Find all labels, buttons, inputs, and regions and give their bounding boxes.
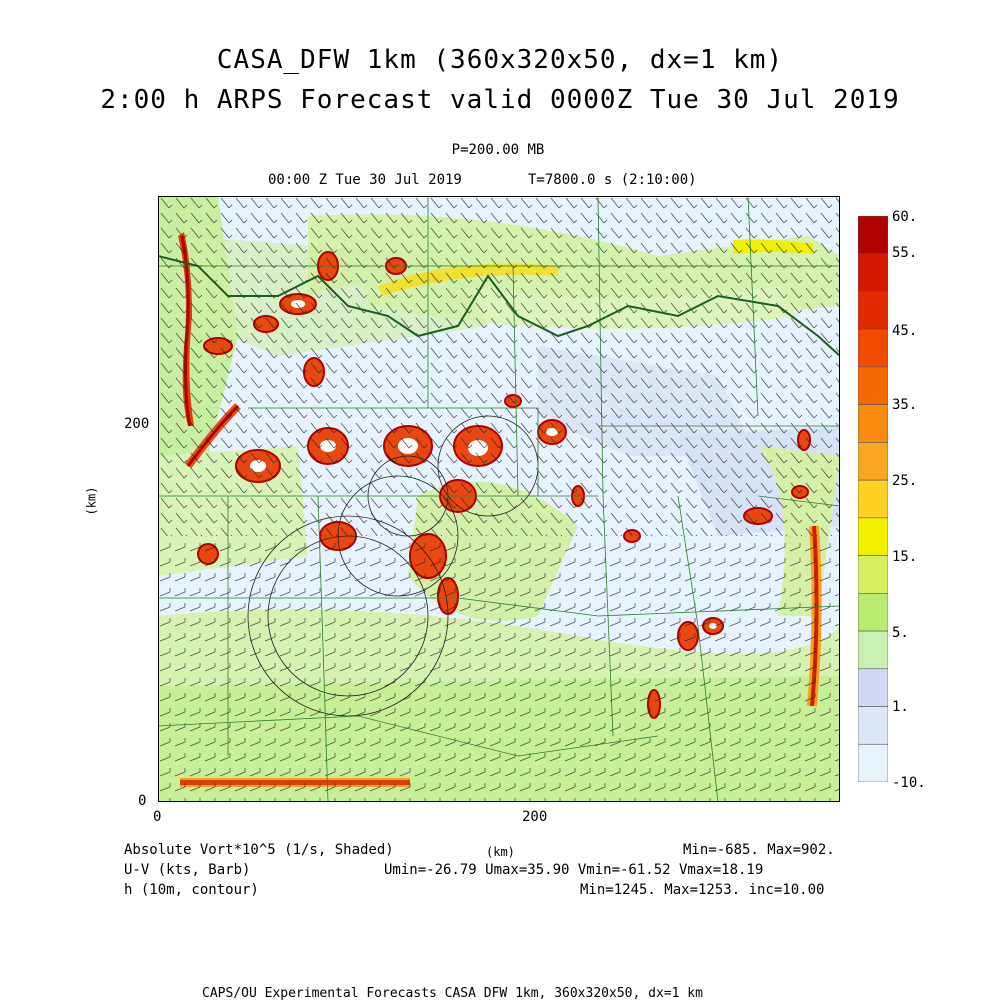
colorbar-tick-label: 35. (892, 397, 918, 413)
map-field-layer (158, 196, 840, 802)
x-axis-unit: (km) (486, 845, 515, 859)
legend-field3-range: Min=1245. Max=1253. inc=10.00 (580, 882, 825, 898)
colorbar-swatch (858, 631, 888, 669)
legend-field3: h (10m, contour) (124, 882, 259, 898)
colorbar-swatch (858, 329, 888, 367)
colorbar-tick-label: 45. (892, 323, 918, 339)
colorbar-tick-label: 15. (892, 549, 918, 565)
colorbar-swatch (858, 405, 888, 443)
colorbar-tick-label: 25. (892, 473, 918, 489)
y-axis-unit: (km) (84, 486, 99, 516)
colorbar-swatch (858, 556, 888, 594)
colorbar-tick-label: -10. (892, 775, 926, 791)
colorbar-swatch (858, 367, 888, 405)
colorbar-swatch (858, 442, 888, 480)
colorbar-tick-label: 60. (892, 209, 918, 225)
colorbar-swatch (858, 518, 888, 556)
colorbar-tick-label: 55. (892, 245, 918, 261)
colorbar-tick-label: 1. (892, 699, 909, 715)
forecast-time-label: T=7800.0 s (2:10:00) (528, 172, 697, 188)
colorbar-swatch (858, 216, 888, 254)
forecast-map (158, 196, 840, 802)
footer-credit: CAPS/OU Experimental Forecasts CASA DFW 1km, 360x320x50, dx=1 km (202, 986, 703, 1001)
legend-field2: U-V (kts, Barb) (124, 862, 251, 878)
colorbar-swatch (858, 254, 888, 292)
colorbar-swatch (858, 744, 888, 782)
plot-title-line1: CASA_DFW 1km (360x320x50, dx=1 km) (216, 45, 784, 75)
y-tick-label-200: 200 (124, 416, 150, 432)
colorbar-swatch (858, 291, 888, 329)
colorbar-tick-label: 5. (892, 625, 909, 641)
legend-field2-range: Umin=-26.79 Umax=35.90 Vmin=-61.52 Vmax=18.19 (384, 862, 764, 878)
colorbar-swatch (858, 669, 888, 707)
pressure-level-label: P=200.00 MB (451, 142, 545, 158)
colorbar (858, 216, 888, 782)
colorbar-swatch (858, 593, 888, 631)
x-tick-label-200: 200 (522, 809, 548, 825)
plot-title-line2: 2:00 h ARPS Forecast valid 0000Z Tue 30 Jul 2019 (100, 85, 900, 115)
colorbar-swatch (858, 707, 888, 745)
valid-time-label: 00:00 Z Tue 30 Jul 2019 (268, 172, 462, 188)
legend-field1-range: Min=-685. Max=902. (683, 842, 835, 858)
x-tick-label-0: 0 (153, 809, 162, 825)
legend-field1: Absolute Vort*10^5 (1/s, Shaded) (124, 842, 394, 858)
y-tick-label-0: 0 (138, 793, 147, 809)
colorbar-swatch (858, 480, 888, 518)
